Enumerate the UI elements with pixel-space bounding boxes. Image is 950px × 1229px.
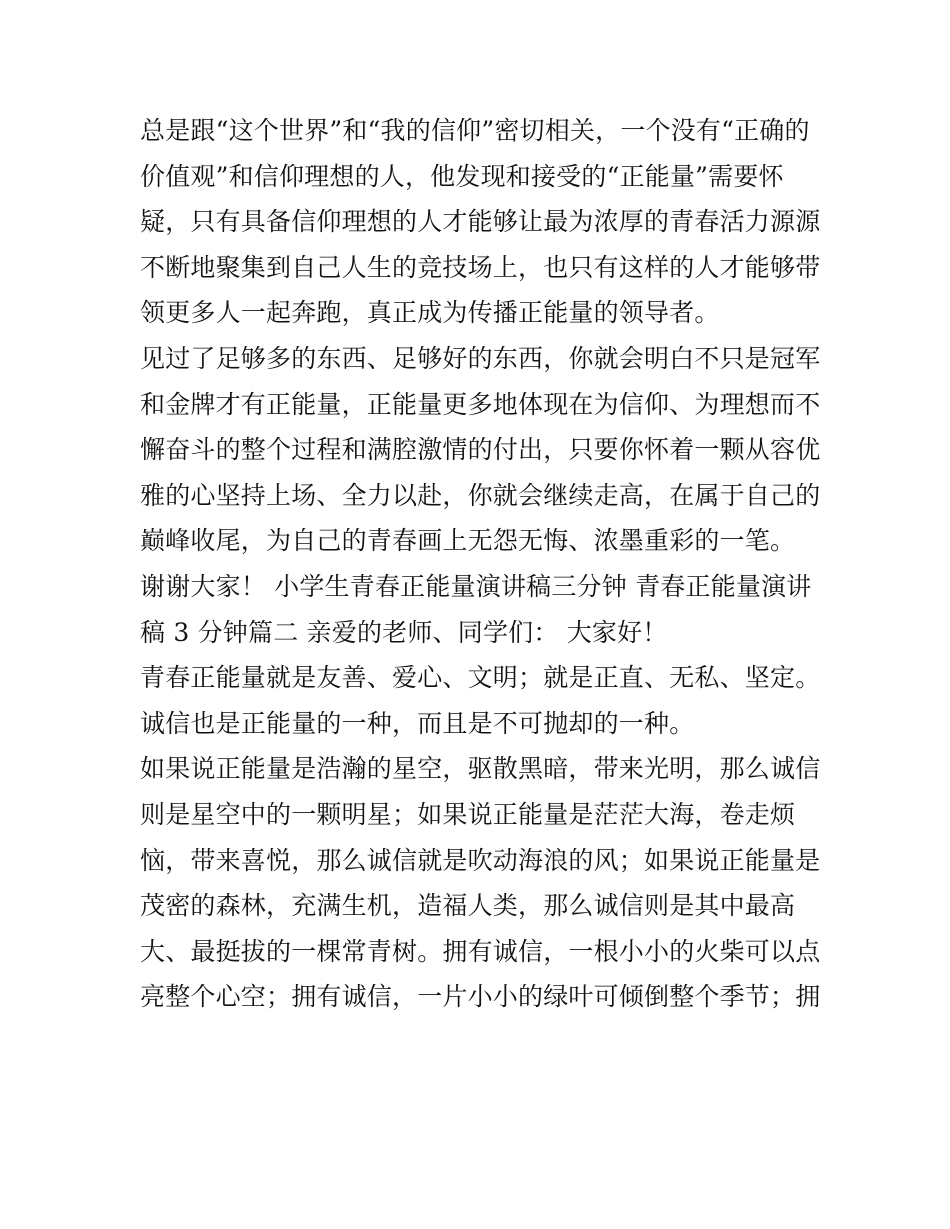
text-line: 和金牌才有正能量，正能量更多地体现在为信仰、为理想而不 bbox=[140, 389, 820, 419]
text-line: 稿 3 分钟篇二 亲爱的老师、同学们： 大家好！ bbox=[140, 617, 668, 647]
text-line: 大、最挺拔的一棵常青树。拥有诚信，一根小小的火柴可以点 bbox=[140, 936, 820, 966]
text-line: 恼，带来喜悦，那么诚信就是吹动海浪的风；如果说正能量是 bbox=[140, 845, 820, 875]
text-line: 雅的心坚持上场、全力以赴，你就会继续走高，在属于自己的 bbox=[140, 480, 820, 510]
text-line: 巅峰收尾，为自己的青春画上无怨无悔、浓墨重彩的一笔。 bbox=[140, 526, 796, 556]
text-line: 如果说正能量是浩瀚的星空，驱散黑暗，带来光明，那么诚信 bbox=[140, 754, 820, 784]
text-line: 茂密的森林，充满生机，造福人类，那么诚信则是其中最高 bbox=[140, 891, 796, 921]
text-line: 不断地聚集到自己人生的竞技场上，也只有这样的人才能够带 bbox=[140, 252, 820, 282]
text-line: 亮整个心空；拥有诚信，一片小小的绿叶可倾倒整个季节；拥 bbox=[140, 982, 820, 1012]
text-line: 青春正能量就是友善、爱心、文明；就是正直、无私、坚定。 bbox=[140, 663, 820, 693]
text-line: 总是跟“这个世界”和“我的信仰”密切相关，一个没有“正确的 bbox=[140, 116, 810, 145]
text-line: 谢谢大家！ 小学生青春正能量演讲稿三分钟 青春正能量演讲 bbox=[140, 571, 812, 601]
text-line: 疑，只有具备信仰理想的人才能够让最为浓厚的青春活力源源 bbox=[140, 207, 820, 237]
text-line: 领更多人一起奔跑，真正成为传播正能量的领导者。 bbox=[140, 298, 720, 328]
text-line: 价值观”和信仰理想的人，他发现和接受的“正能量”需要怀 bbox=[140, 161, 784, 191]
text-line: 见过了足够多的东西、足够好的东西，你就会明白不只是冠军 bbox=[140, 343, 820, 373]
text-line: 则是星空中的一颗明星；如果说正能量是茫茫大海，卷走烦 bbox=[140, 799, 796, 829]
text-line: 诚信也是正能量的一种，而且是不可抛却的一种。 bbox=[140, 708, 695, 738]
text-line: 懈奋斗的整个过程和满腔激情的付出，只要你怀着一颗从容优 bbox=[140, 435, 820, 465]
document-body bbox=[140, 108, 820, 1020]
